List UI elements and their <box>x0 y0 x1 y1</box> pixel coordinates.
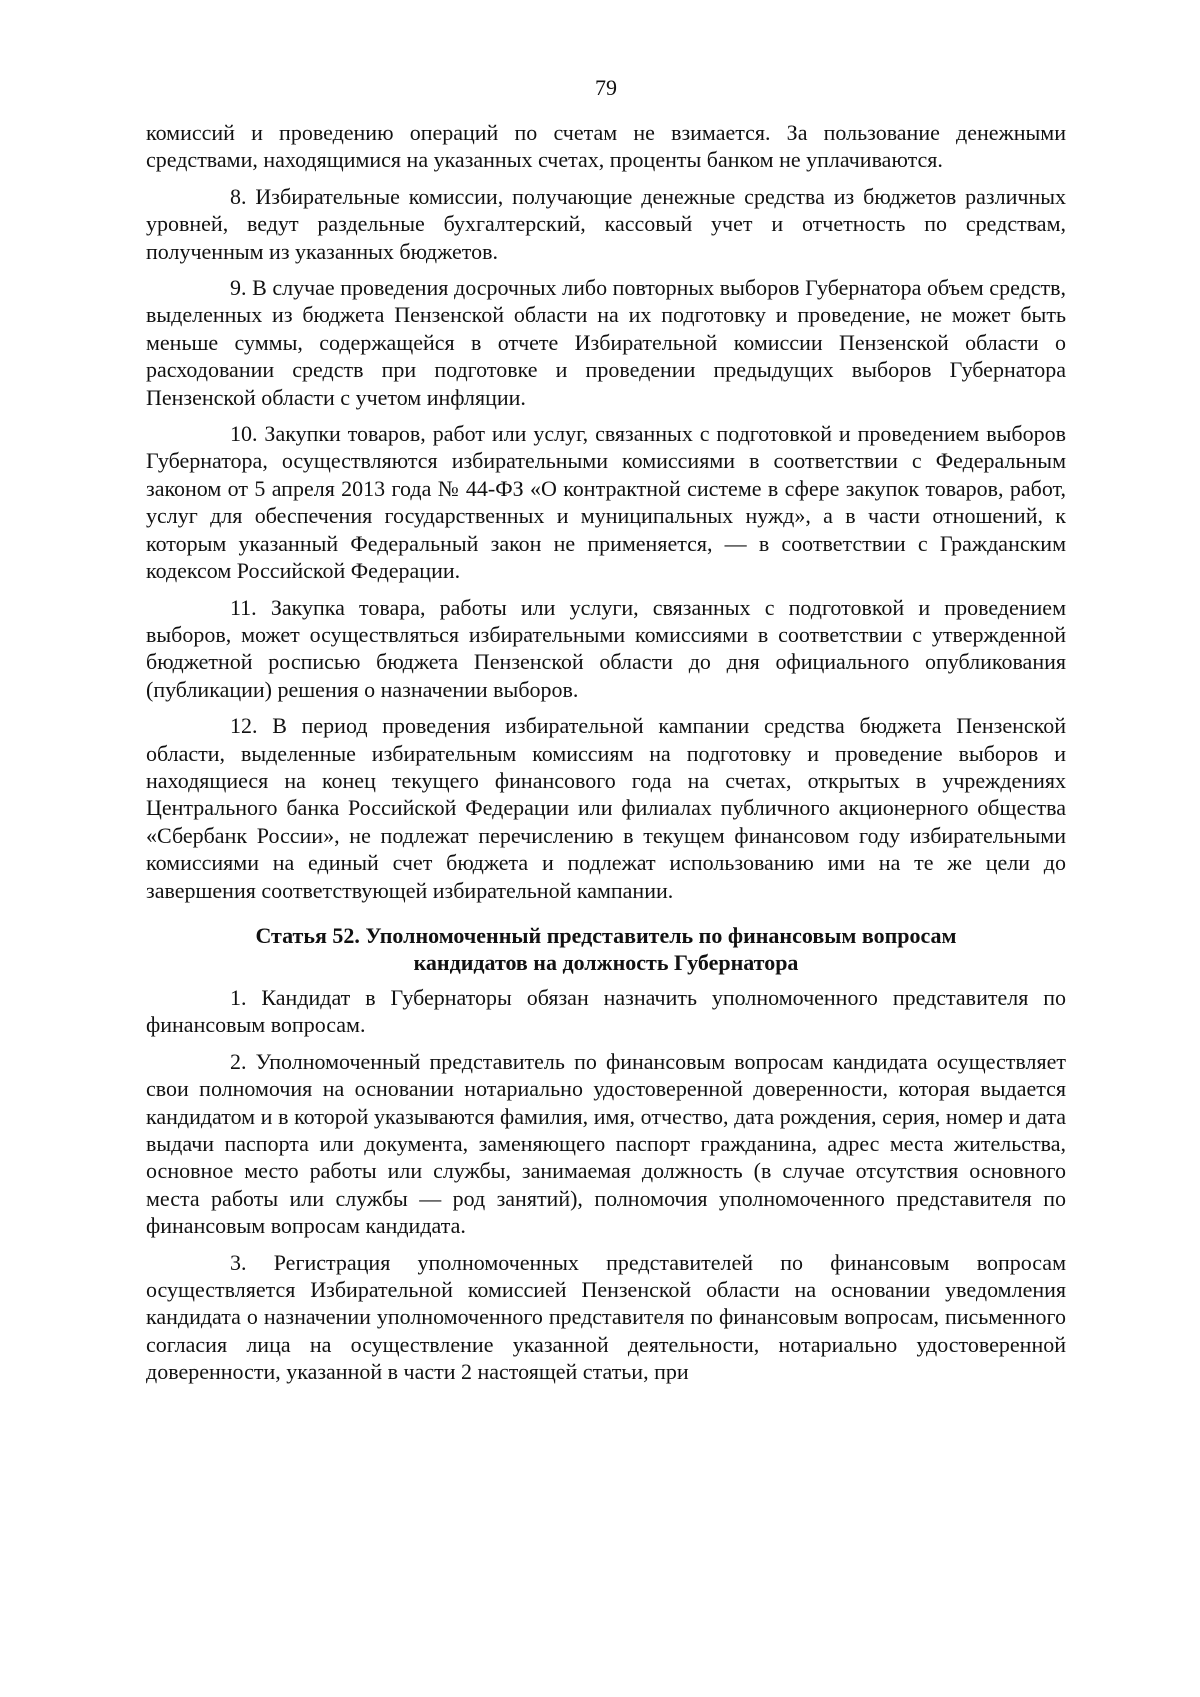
paragraph-12: 12. В период проведения избирательной кампании средства бюджета Пензенской области, выделенные избирательным комиссиям на подготовку и проведение выборов и находящиеся на конец текущего финансового года на счетах, открытых в учреждениях Центрального банка Российской Федерации или филиалах публичного акционерного общества «Сбербанк России», не подлежат перечислению в текущем финансовом году избирательными комиссиями на единый счет бюджета и подлежат использованию ими на те же цели до завершения соответствующей избирательной кампании. <box>146 713 1066 903</box>
article-paragraph-3: 3. Регистрация уполномоченных представителей по финансовым вопросам осуществляется Избирательной комиссией Пензенской области на основании уведомления кандидата о назначении уполномоченного представителя по финансовым вопросам, письменного согласия лица на осуществление указанной деятельности, нотариально удостоверенной доверенности, указанной в части 2 настоящей статьи, при <box>146 1249 1066 1385</box>
page-number: 79 <box>595 75 617 100</box>
article-heading-line-2: кандидатов на должность Губернатора <box>413 949 799 975</box>
article-paragraph-1: 1. Кандидат в Губернаторы обязан назначить уполномоченного представителя по финансовым вопросам. <box>146 984 1066 1038</box>
paragraph-11: 11. Закупка товара, работы или услуги, связанных с подготовкой и проведением выборов, может осуществляться избирательными комиссиями в соответствии с утвержденной бюджетной росписью бюджета Пензенской области до дня официального опубликования (публикации) решения о назначении выборов. <box>146 594 1066 702</box>
article-paragraph-2: 2. Уполномоченный представитель по финансовым вопросам кандидата осуществляет свои полномочия на основании нотариально удостоверенной доверенности, которая выдается кандидатом и в которой указываются фамилия, имя, отчество, дата рождения, серия, номер и дата выдачи паспорта или документа, заменяющего паспорт гражданина, адрес места жительства, основное место работы или службы, занимаемая должность (в случае отсутствия основного места работы или службы — род занятий), полномочия уполномоченного представителя по финансовым вопросам кандидата. <box>146 1048 1066 1239</box>
paragraph-10: 10. Закупки товаров, работ или услуг, связанных с подготовкой и проведением выборов Губернатора, осуществляются избирательными комиссиями в соответствии с Федеральным законом от 5 апреля 2013 года № 44-ФЗ «О контрактной системе в сфере закупок товаров, работ, услуг для обеспечения государственных и муниципальных нужд», а в части отношений, к которым указанный Федеральный закон не применяется, — в соответствии с Гражданским кодексом Российской Федерации. <box>146 421 1066 584</box>
article-heading <box>146 922 1066 976</box>
article-heading-line-1: Статья 52. Уполномоченный представитель по финансовым вопросам <box>255 922 957 948</box>
paragraph-9: 9. В случае проведения досрочных либо повторных выборов Губернатора объем средств, выделенных из бюджета Пензенской области на их подготовку и проведение, не может быть меньше суммы, содержащейся в отчете Избирательной комиссии Пензенской области о расходовании средств при подготовке и проведении предыдущих выборов Губернатора Пензенской области с учетом инфляции. <box>146 275 1066 410</box>
paragraph-8: 8. Избирательные комиссии, получающие денежные средства из бюджетов различных уровней, ведут раздельные бухгалтерский, кассовый учет и отчетность по средствам, полученным из указанных бюджетов. <box>146 183 1066 264</box>
paragraph-continuation: комиссий и проведению операций по счетам не взимается. За пользование денежными средствами, находящимися на указанных счетах, проценты банком не уплачиваются. <box>146 120 1066 173</box>
